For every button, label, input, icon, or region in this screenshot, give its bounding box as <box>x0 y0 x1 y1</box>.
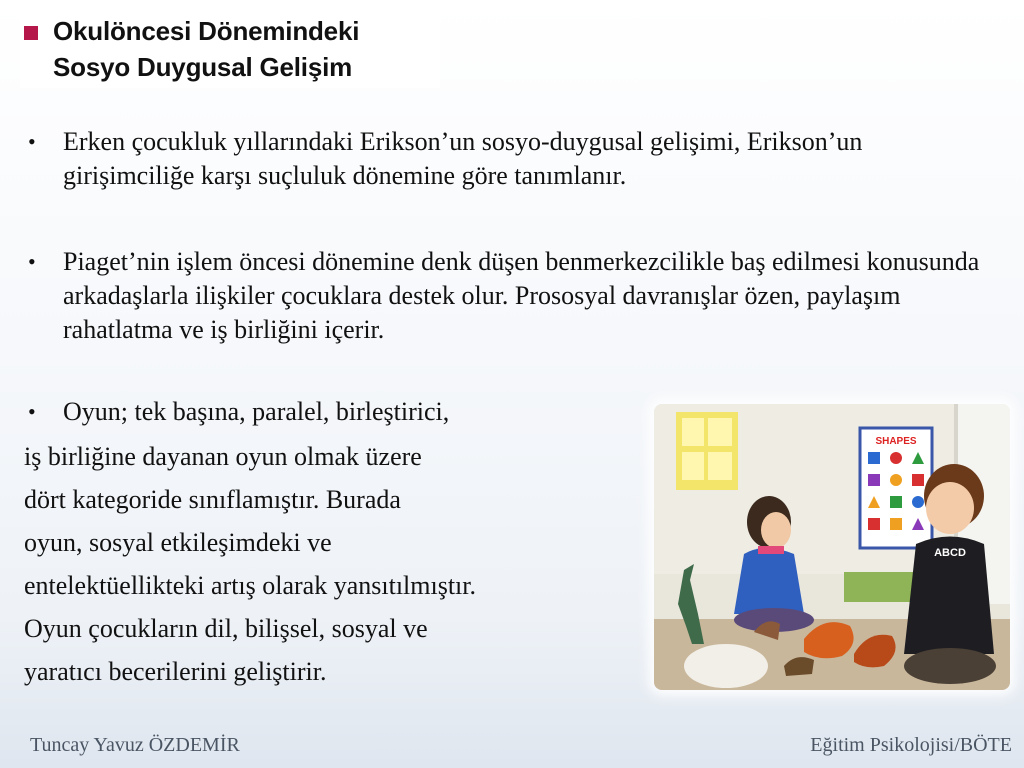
title-block <box>20 14 440 88</box>
bullet-item <box>28 125 998 193</box>
paragraph-line: yaratıcı becerilerini geliştirir. <box>24 657 327 686</box>
shirt-text: ABCD <box>934 547 966 559</box>
paragraph-line: oyun, sosyal etkileşimdeki ve <box>24 528 332 557</box>
title-line-1: Okulöncesi Dönemindeki <box>53 16 360 46</box>
bullet-icon: • <box>28 129 36 154</box>
shapes-poster <box>860 428 932 548</box>
children-playing-photo <box>654 404 1010 690</box>
footer-author: Tuncay Yavuz ÖZDEMİR <box>30 734 240 756</box>
paragraph-line: iş birliğine dayanan oyun olmak üzere <box>24 442 422 471</box>
bullet-text: Erken çocukluk yıllarındaki Erikson’un sosyo-duygusal gelişimi, Erikson’un girişimciliğe karşı suçluluk dönemine göre tanımlanır. <box>63 127 863 190</box>
bullet-text: Piaget’nin işlem öncesi dönemine denk düşen benmerkezcilikle baş edilmesi konusunda arkadaşlarla ilişkiler çocuklara destek olur. Prososyal davranışlar özen, paylaşım rahatlatma ve iş birliğini içerir. <box>63 247 980 344</box>
shapes-poster-label: SHAPES <box>875 436 917 447</box>
bullet-icon: • <box>28 249 36 274</box>
paragraph-line: entelektüellikteki artış olarak yansıtılmıştır. <box>24 571 477 600</box>
play-paragraph <box>24 435 644 693</box>
title-accent-square <box>24 26 38 40</box>
paragraph-line: dört kategoride sınıflamıştır. Burada <box>24 485 401 514</box>
fluffy-toy <box>684 644 768 688</box>
title-line-2: Sosyo Duygusal Gelişim <box>53 52 353 82</box>
paragraph-line: Oyun çocukların dil, bilişsel, sosyal ve <box>24 614 428 643</box>
bullet-icon: • <box>28 399 36 424</box>
bullet-text: Oyun; tek başına, paralel, birleştirici, <box>63 397 450 426</box>
footer-course: Eğitim Psikolojisi/BÖTE <box>810 734 1012 756</box>
bullet-item <box>28 245 998 347</box>
children-playing-illustration <box>654 404 1010 690</box>
bullet-item <box>28 395 628 429</box>
